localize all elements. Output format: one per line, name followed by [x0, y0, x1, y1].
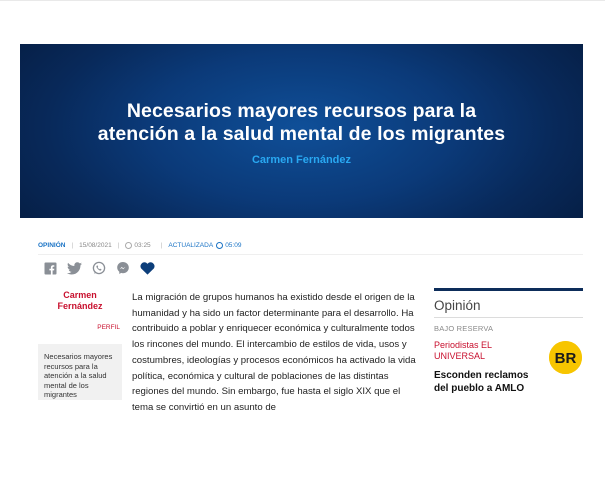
- article-title-line-1: Necesarios mayores recursos para la: [126, 100, 477, 122]
- updated-time: 05:09: [225, 241, 242, 249]
- sidebar-top-rule: [434, 288, 583, 291]
- section-link[interactable]: OPINIÓN: [38, 241, 66, 249]
- related-article-title[interactable]: Necesarios mayores recursos para la atención a la salud mental de los migrantes: [44, 352, 113, 399]
- article-title: [20, 100, 583, 146]
- heart-icon[interactable]: [140, 262, 155, 275]
- updated-label: ACTUALIZADA: [168, 241, 214, 249]
- column-headline[interactable]: Esconden reclamos del pueblo a AMLO: [434, 370, 529, 394]
- share-bar: [44, 260, 155, 276]
- messenger-icon[interactable]: [116, 261, 130, 275]
- article-body: La migración de grupos humanos ha existido desde el origen de la humanidad y ha sido un factor determinante para el desarrollo. Ha contribuido a poblar y enriquecer económica y culturalmente todos los rincones del mundo. El intercambio de estilos de vida, usos y costumbres, ideologías y procesos económicos ha activado la vida política, económica y cultural de poblaciones de las distintas regiones del mundo. Sin embargo, fue hasta el siglo XIX que el tema se convirtió en un asunto de: [132, 292, 416, 413]
- bajo-reserva-logo[interactable]: [549, 341, 582, 374]
- sidebar-divider: [434, 317, 583, 318]
- clock-icon: [216, 242, 223, 249]
- article-author[interactable]: Carmen Fernández: [251, 154, 352, 166]
- author-card[interactable]: [38, 290, 122, 312]
- article-meta-bar: [38, 236, 583, 255]
- top-divider: [0, 0, 605, 1]
- related-article-card[interactable]: [38, 344, 122, 400]
- clock-icon: [125, 242, 132, 249]
- sidebar-heading[interactable]: Opinión: [434, 298, 481, 313]
- publish-time: 03:25: [134, 241, 151, 249]
- twitter-icon[interactable]: [67, 262, 82, 275]
- profile-link[interactable]: PERFIL: [97, 324, 120, 331]
- opinion-sidebar: [434, 288, 583, 395]
- facebook-icon[interactable]: [44, 262, 57, 275]
- author-name-line-2[interactable]: Fernández: [57, 301, 103, 311]
- logo-text: BR: [554, 350, 577, 367]
- meta-separator: |: [71, 241, 74, 249]
- article-title-line-2: atención a la salud mental de los migrantes: [97, 123, 506, 145]
- meta-separator: |: [160, 241, 163, 249]
- column-author-tag[interactable]: Periodistas EL UNIVERSAL: [434, 340, 492, 361]
- column-kicker[interactable]: BAJO RESERVA: [434, 324, 494, 333]
- article-hero: [20, 44, 583, 218]
- whatsapp-icon[interactable]: [92, 261, 106, 275]
- publish-date: 15/08/2021: [79, 241, 112, 249]
- meta-separator: |: [117, 241, 120, 249]
- author-name-line-1[interactable]: Carmen: [63, 290, 97, 300]
